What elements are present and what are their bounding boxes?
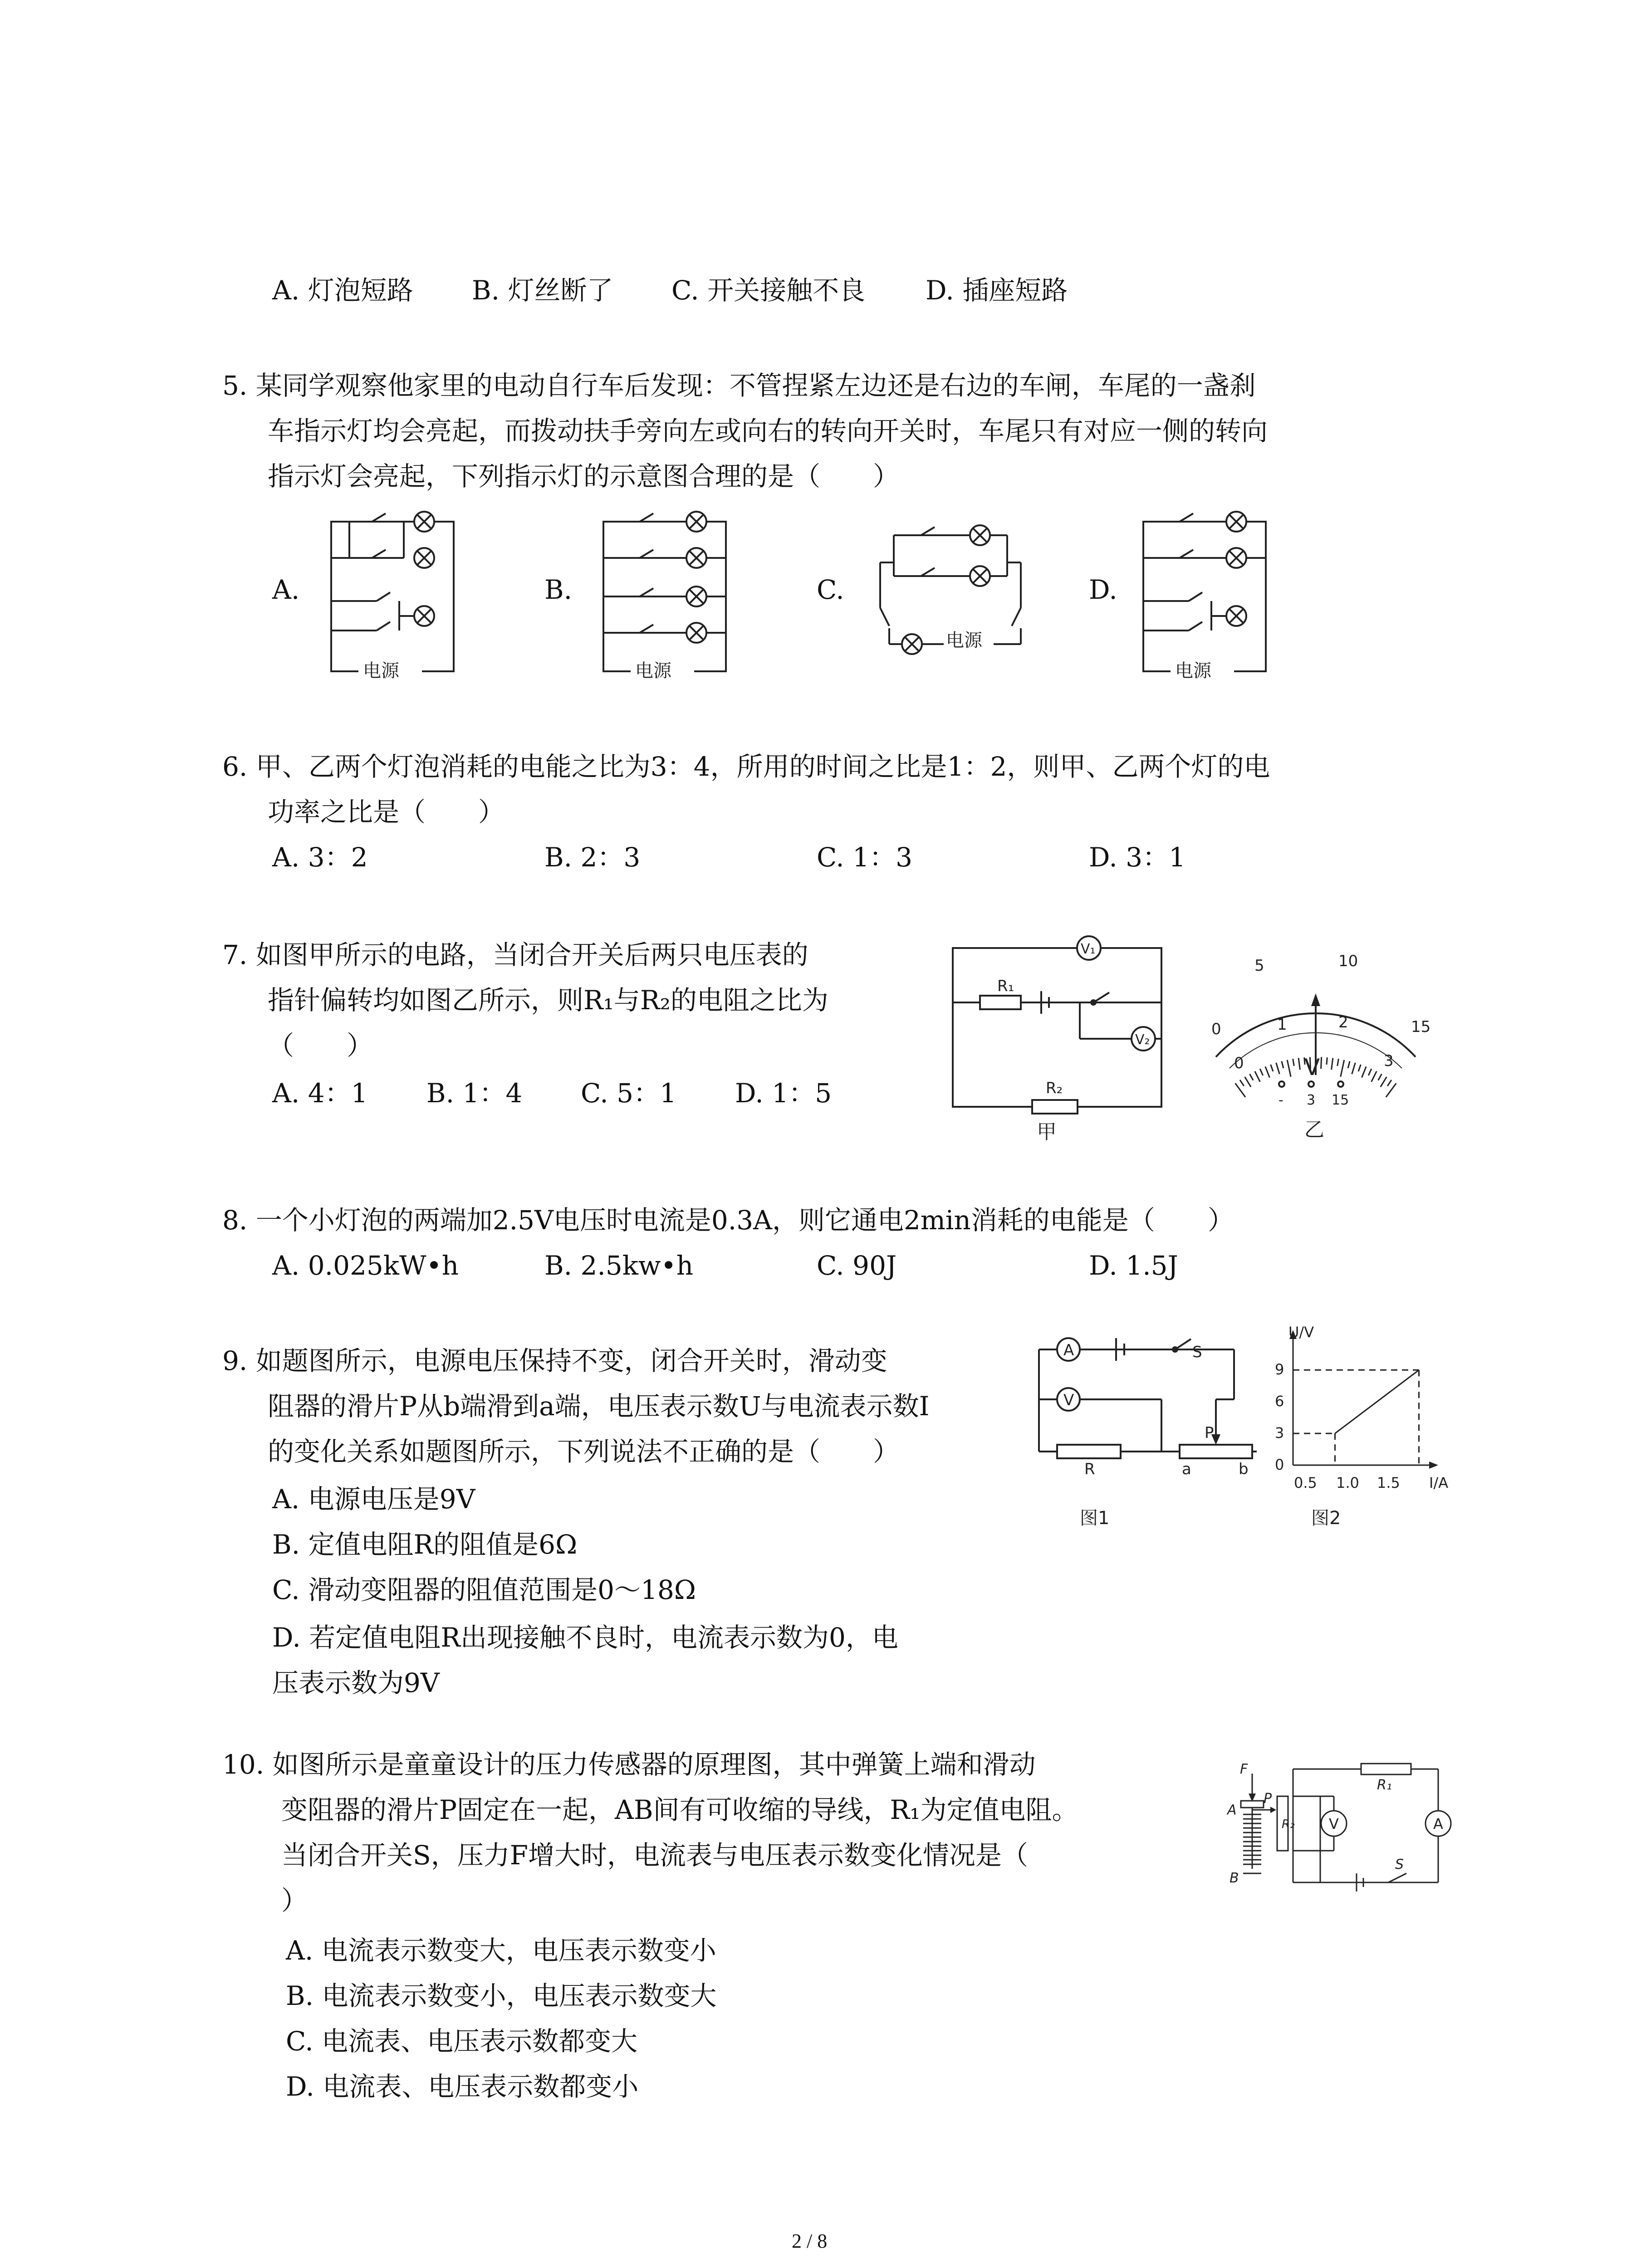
q10-fig-f-label: F (1240, 1761, 1248, 1777)
q4-option-a: A. 灯泡短路 (272, 275, 413, 306)
dial-tick (1282, 1061, 1283, 1068)
q5-label-d: D. (1089, 574, 1117, 605)
q9-line-1: 9. 如题图所示，电源电压保持不变，闭合开关时，滑动变 (222, 1345, 887, 1376)
q9-fig2-ylabel: U/V (1288, 1324, 1314, 1341)
q8-option-b: B. 2.5kw•h (544, 1250, 694, 1281)
q5-circuit-d (1134, 508, 1275, 685)
q9-fig1-end-a: a (1182, 1460, 1191, 1478)
q5-power-label-b: 电源 (635, 660, 671, 681)
q9-option-a: A. 电源电压是9V (272, 1484, 475, 1515)
dial-tick (1265, 1066, 1270, 1077)
q5-circuit-a (322, 508, 463, 685)
q7-yi-caption: 乙 (1304, 1118, 1324, 1141)
dial-tick (1255, 1071, 1260, 1082)
q5-label-b: B. (544, 574, 573, 605)
dial-tick (1387, 1080, 1391, 1086)
q10-fig-r2-label: R₂ (1282, 1818, 1295, 1831)
q7-yi-terminal-neg: - (1279, 1092, 1283, 1108)
dial-tick (1368, 1069, 1372, 1075)
dial-tick (1287, 1060, 1291, 1077)
q10-line-2: 变阻器的滑片P固定在一起，AB间有可收缩的导线，R₁为定值电阻。 (281, 1794, 1078, 1825)
q5-line-2: 车指示灯均会亮起，而拨动扶手旁向左或向右的转向开关时，车尾只有对应一侧的转向 (268, 415, 1268, 446)
q10-figure (1202, 1746, 1456, 1919)
q10-fig-p-label: P (1264, 1791, 1272, 1807)
q10-fig-s-label: S (1395, 1857, 1404, 1872)
q5-power-label-d: 电源 (1175, 660, 1211, 681)
dial-tick (1372, 1071, 1377, 1082)
q7-option-d: D. 1：5 (735, 1078, 832, 1109)
q8-option-d: D. 1.5J (1089, 1250, 1178, 1281)
dial-tick (1245, 1077, 1251, 1087)
dial-tick (1293, 1059, 1294, 1066)
q5-circuit-c (862, 513, 1025, 667)
q7-yi-terminal-3: 3 (1307, 1092, 1316, 1108)
q9-line-2: 阻器的滑片P从b端滑到a端，电压表示数U与电流表示数I (268, 1391, 930, 1422)
dial-tick (1271, 1065, 1273, 1071)
q7-yi-inner-3: 3 (1384, 1052, 1394, 1070)
q9-fig2-xlabel: I/A (1429, 1474, 1449, 1491)
dial-tick (1341, 1060, 1344, 1077)
q7-option-a: A. 4：1 (272, 1078, 368, 1109)
q5-label-a: A. (272, 574, 300, 605)
q9-line-3: 的变化关系如题图所示，下列说法不正确的是（ ） (268, 1436, 900, 1467)
dial-tick (1362, 1066, 1367, 1077)
q7-option-c: C. 5：1 (581, 1078, 676, 1109)
q7-jia-r2-label: R₂ (1046, 1079, 1063, 1097)
q9-fig2-ytick-6: 6 (1275, 1393, 1284, 1410)
q6-option-b: B. 2：3 (544, 842, 641, 873)
q7-yi-outer-0: 0 (1211, 1020, 1221, 1038)
q9-fig1-ammeter-label: A (1063, 1341, 1074, 1359)
q9-fig2-xtick-15: 1.5 (1377, 1474, 1400, 1491)
dial-tick (1250, 1074, 1254, 1080)
q6-line-2: 功率之比是（ ） (268, 797, 505, 827)
dial-tick (1332, 1058, 1333, 1070)
q5-power-label-a: 电源 (363, 660, 399, 681)
u-i-line (1335, 1370, 1419, 1433)
q8-option-a: A. 0.025kW•h (272, 1250, 459, 1281)
q5-line-3: 指示灯会亮起，下列指示灯的示意图合理的是（ ） (268, 461, 900, 492)
q7-line-1: 7. 如图甲所示的电路，当闭合开关后两只电压表的 (222, 939, 808, 970)
q10-option-d: D. 电流表、电压表示数都变小 (286, 2071, 639, 2102)
dial-tick (1352, 1063, 1356, 1074)
q9-fig1-switch-label: S (1192, 1343, 1202, 1361)
q10-line-3: 当闭合开关S，压力F增大时，电流表与电压表示数变化情况是（ (281, 1840, 1028, 1871)
q6-option-d: D. 3：1 (1089, 842, 1186, 873)
q6-option-c: C. 1：3 (817, 842, 912, 873)
q7-option-b: B. 1：4 (426, 1078, 523, 1109)
q9-figure-1 (1025, 1329, 1261, 1538)
q9-fig1-caption: 图1 (1080, 1508, 1110, 1529)
q10-option-b: B. 电流表示数变小，电压表示数变大 (286, 1980, 717, 2011)
q5-label-c: C. (817, 574, 844, 605)
q7-jia-r1-label: R₁ (997, 977, 1014, 995)
dial-tick (1321, 1057, 1322, 1069)
q9-fig2-xtick-10: 1.0 (1336, 1474, 1359, 1491)
q7-yi-inner-0: 0 (1234, 1054, 1244, 1072)
q10-option-a: A. 电流表示数变大，电压表示数变小 (286, 1935, 716, 1966)
q4-option-d: D. 插座短路 (926, 275, 1068, 306)
q7-line-2: 指针偏转均如图乙所示，则R₁与R₂的电阻之比为 (268, 985, 828, 1016)
q5-line-1: 5. 某同学观察他家里的电动自行车后发现：不管捏紧左边还是右边的车闸，车尾的一盏刹 (222, 370, 1256, 401)
q6-line-1: 6. 甲、乙两个灯泡消耗的电能之比为3：4，所用的时间之比是1：2，则甲、乙两个灯的电 (222, 751, 1270, 782)
q7-yi-unit: V (1304, 1054, 1320, 1080)
q9-option-c: C. 滑动变阻器的阻值范围是0～18Ω (272, 1574, 696, 1605)
q8-option-c: C. 90J (817, 1250, 897, 1281)
q9-fig2-ytick-9: 9 (1275, 1361, 1284, 1378)
q7-yi-outer-15: 15 (1411, 1018, 1431, 1036)
q7-yi-terminal-15: 15 (1332, 1092, 1349, 1108)
q7-yi-inner-2: 2 (1338, 1013, 1348, 1031)
dial-tick (1260, 1069, 1263, 1075)
q5-circuit-b (594, 508, 735, 685)
q9-option-d-line-1: D. 若定值电阻R出现接触不良时，电流表示数为0，电 (272, 1622, 898, 1653)
q7-yi-outer-5: 5 (1254, 957, 1264, 975)
q10-line-1: 10. 如图所示是童童设计的压力传感器的原理图，其中弹簧上端和滑动 (222, 1749, 1036, 1780)
q9-option-b: B. 定值电阻R的阻值是6Ω (272, 1529, 578, 1560)
q7-jia-v1-label: V₁ (1081, 941, 1096, 957)
q10-option-c: C. 电流表、电压表示数都变大 (286, 2026, 638, 2057)
dial-tick (1276, 1063, 1280, 1074)
dial-tick (1240, 1080, 1244, 1086)
q10-fig-v-label: V (1329, 1815, 1339, 1833)
dial-tick (1358, 1065, 1361, 1071)
q10-fig-b-label: B (1230, 1870, 1239, 1886)
q7-line-3: （ ） (268, 1030, 373, 1061)
q9-fig1-r-label: R (1084, 1460, 1095, 1478)
q9-fig2-ytick-3: 3 (1275, 1424, 1284, 1442)
dial-tick (1381, 1077, 1387, 1087)
q9-fig2-caption: 图2 (1311, 1508, 1341, 1529)
q5-power-label-c: 电源 (946, 630, 982, 651)
q9-fig1-voltmeter-label: V (1063, 1391, 1074, 1409)
q9-option-d-line-2: 压表示数为9V (272, 1667, 440, 1698)
q6-option-a: A. 3：2 (272, 842, 368, 873)
q9-fig1-p-label: P (1205, 1424, 1214, 1442)
page-number: 2 / 8 (792, 2230, 828, 2252)
q10-fig-r1-label: R₁ (1377, 1777, 1392, 1793)
q9-figure-2 (1266, 1320, 1456, 1538)
dial-tick (1378, 1074, 1382, 1080)
q9-fig2-xtick-05: 0.5 (1294, 1474, 1317, 1491)
q9-fig1-end-b: b (1239, 1460, 1249, 1478)
q4-option-b: B. 灯丝断了 (472, 275, 613, 306)
dial-tick (1348, 1061, 1350, 1068)
dial-tick (1298, 1058, 1300, 1070)
q7-jia-caption: 甲 (1037, 1120, 1057, 1144)
q7-figure-yi (1175, 943, 1456, 1148)
dial-tick (1337, 1059, 1339, 1066)
q10-fig-a-label: A (1227, 1802, 1237, 1818)
q10-line-4: ） (281, 1885, 308, 1916)
q7-yi-outer-10: 10 (1338, 952, 1358, 970)
q9-fig2-ytick-0: 0 (1275, 1456, 1284, 1473)
q4-option-c: C. 开关接触不良 (671, 275, 866, 306)
q8-line: 8. 一个小灯泡的两端加2.5V电压时电流是0.3A，则它通电2min消耗的电能是（ ） (222, 1205, 1234, 1236)
q7-figure-jia (944, 934, 1175, 1148)
q7-jia-v2-label: V₂ (1135, 1032, 1150, 1048)
q7-yi-inner-1: 1 (1277, 1016, 1287, 1034)
q10-fig-am-label: A (1433, 1815, 1443, 1833)
